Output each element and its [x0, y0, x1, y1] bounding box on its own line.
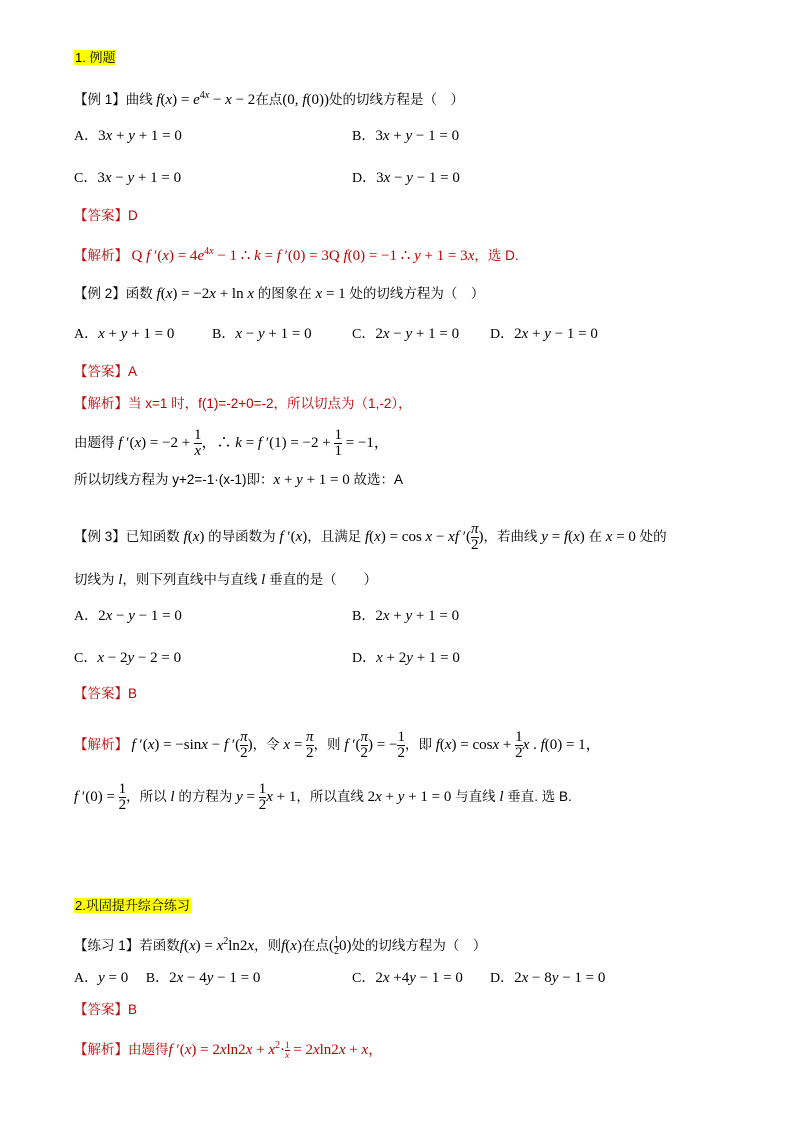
p1-option-c: C．2x +4y − 1 = 0 — [352, 970, 463, 986]
ex2-answer: 【答案】A — [74, 364, 138, 379]
ex2-option-c: C．2x − y + 1 = 0 — [352, 326, 460, 342]
ex2-option-d: D．2x + y − 1 = 0 — [490, 326, 598, 342]
example-3-stem-line1: 【例 3】已知函数 f(x) 的导函数为 f ′(x)，且满足 f(x) = cos x − xf ′( $\frac{\pi}{2}$ )，若曲线 y = f(x) 在 x = 0 处的 — [74, 521, 667, 553]
example-2-stem: 【例 2】函数 f(x) = −2x + ln x 的图象在 x = 1 处的切线方程为（ ） — [74, 286, 485, 302]
section-heading-1: 1. 例题 — [75, 50, 116, 65]
ex3-option-c: C．x − 2y − 2 = 0 — [74, 650, 182, 666]
practice-1-stem: 【练习 1】若函数$f(x) = x^2\ln 2x$，则f(x)在点( $\frac{1}{2}$ 0)处的切线方程为（ ） — [74, 935, 487, 958]
ex1-option-d: D．3x − y − 1 = 0 — [352, 170, 460, 186]
ex3-option-b: B．2x + y + 1 = 0 — [352, 608, 460, 624]
example-3-stem-line2: 切线为 l，则下列直线中与直线 l 垂直的是（ ） — [74, 572, 378, 588]
ex3-option-d: D．x + 2y + 1 = 0 — [352, 650, 460, 666]
p1-option-b: B．2x − 4y − 1 = 0 — [145, 970, 261, 986]
example-tag: 【例 1】 — [74, 92, 126, 107]
ex1-option-b: B．3x + y − 1 = 0 — [352, 128, 460, 144]
ex2-analysis-line1: 【解析】当 x=1 时，f(1)=-2+0=-2，所以切点为（1,-2）， — [74, 396, 412, 411]
ex1-answer: 【答案】D — [74, 208, 138, 223]
p1-option-a: A．y = 0 — [74, 970, 129, 986]
p1-answer: 【答案】B — [74, 1002, 138, 1017]
ex3-analysis-line2: f ′(0) = $\frac{1}{2}$ ，所以 l 的方程为 y = $\frac{1}{2}$ x + 1，所以直线 2x + y + 1 = 0 与直线 l 垂直. 选 B. — [74, 781, 572, 813]
section-heading-2: 2.巩固提升综合练习 — [75, 898, 190, 913]
ex1-option-a: A．3x + y + 1 = 0 — [74, 128, 182, 144]
example-1-stem: 【例 1】曲线 $f(x) = e^{4x} - x - 2$在点(0, f(0))处的切线方程是（ ） — [74, 90, 464, 108]
p1-analysis: 【解析】由题得f $'(x) = 2xln2x + x^2\cdot$ $\frac{1}{x}$ = 2xln2x + x， — [74, 1040, 384, 1061]
ex2-analysis-line2: 由题得 f ′(x) = −2 + $\frac{1}{x}$ ，∴ k = f ′(1) = −2 + $\frac{1}{1}$ = −1， — [74, 427, 389, 459]
ex3-answer: 【答案】B — [74, 686, 138, 701]
ex2-analysis-line3: 所以切线方程为 y+2=-1·(x-1)即：x + y + 1 = 0 故选：A — [74, 472, 404, 488]
practice-1-options — [74, 968, 260, 989]
ex2-option-a: A．x + y + 1 = 0 — [74, 326, 175, 342]
ex1-analysis: 【解析】 Q f $'(x) = 4e^{4x} - 1$ ∴ k = f ′(0) = 3Q f(0) = −1 ∴ y + 1 = 3x，选 D. — [74, 246, 519, 264]
p1-option-d: D．2x − 8y − 1 = 0 — [490, 970, 606, 986]
ex3-option-a: A．2x − y − 1 = 0 — [74, 608, 182, 624]
ex1-option-c: C．3x − y + 1 = 0 — [74, 170, 182, 186]
ex3-analysis-line1: 【解析】 f ′(x) = −sinx − f ′( $\frac{\pi}{2}$ )，令 x = $\frac{\pi}{2}$ ，则 f ′( $\frac{\pi}{2}$ ) = − $\frac{1}{2}$ ，即 f(x) = cosx + $\frac{1}{2}$ x . f(0) = 1， — [74, 729, 601, 761]
ex2-option-b: B．x − y + 1 = 0 — [212, 326, 312, 342]
